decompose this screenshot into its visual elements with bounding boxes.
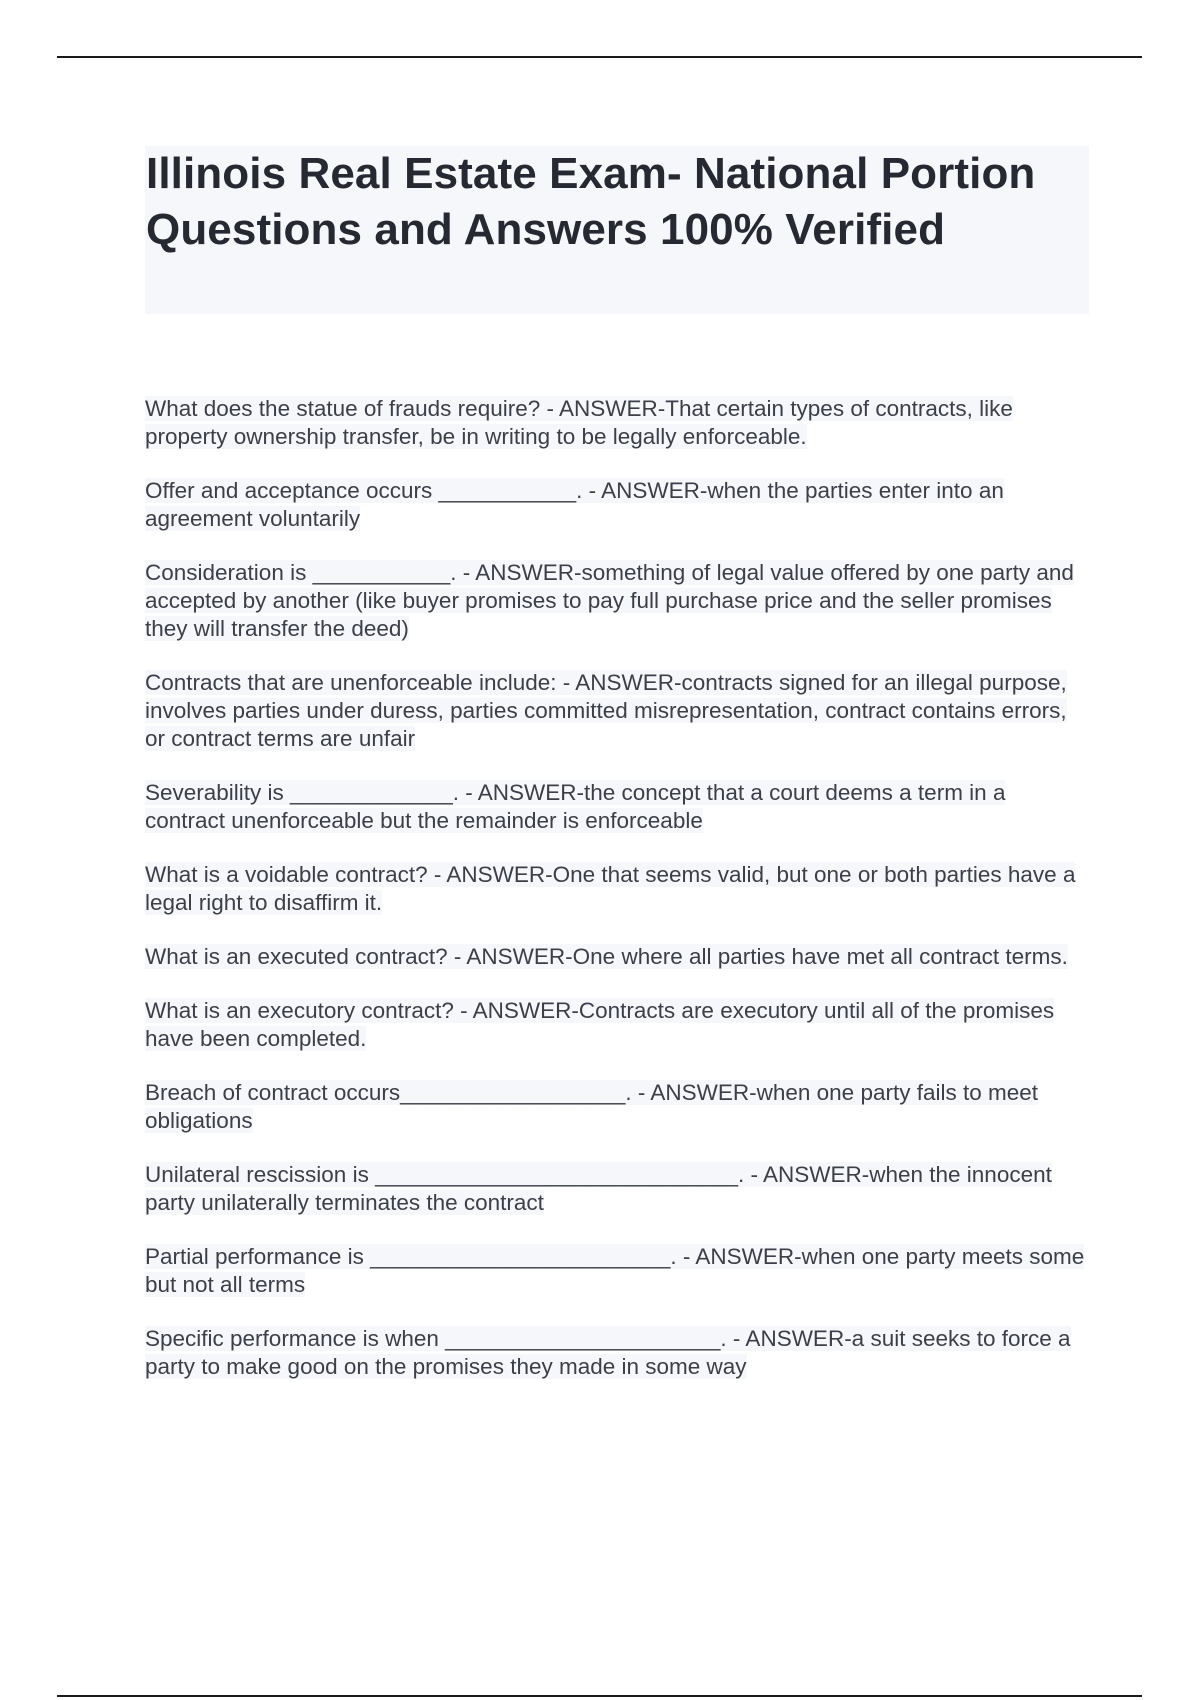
qa-item-9: Breach of contract occurs__________________. - ANSWER-when one party fails to meet obligations bbox=[145, 1080, 1039, 1133]
qa-item-11: Partial performance is ________________________. - ANSWER-when one party meets some but not all terms bbox=[145, 1244, 1085, 1297]
qa-item-7: What is an executed contract? - ANSWER-One where all parties have met all contract terms. bbox=[145, 944, 1068, 969]
qa-item-4: Contracts that are unenforceable include: - ANSWER-contracts signed for an illegal purpose, involves parties under duress, parties committed misrepresentation, contract contains errors, or contract terms are unfair bbox=[145, 670, 1067, 751]
qa-item-8: What is an executory contract? - ANSWER-Contracts are executory until all of the promises have been completed. bbox=[145, 998, 1055, 1051]
title-block bbox=[145, 146, 1089, 314]
qa-item-12: Specific performance is when ______________________. - ANSWER-a suit seeks to force a party to make good on the promises they made in some way bbox=[145, 1326, 1071, 1379]
qa-item-6: What is a voidable contract? - ANSWER-One that seems valid, but one or both parties have a legal right to disaffirm it. bbox=[145, 862, 1076, 915]
top-divider bbox=[57, 56, 1142, 58]
qa-list bbox=[145, 395, 1089, 1407]
qa-item-5: Severability is _____________. - ANSWER-the concept that a court deems a term in a contract unenforceable but the remainder is enforceable bbox=[145, 780, 1006, 833]
qa-item-2: Offer and acceptance occurs ___________. - ANSWER-when the parties enter into an agreement voluntarily bbox=[145, 478, 1004, 531]
qa-item-3: Consideration is ___________. - ANSWER-something of legal value offered by one party and accepted by another (like buyer promises to pay full purchase price and the seller promises they will transfer the deed) bbox=[145, 560, 1074, 641]
qa-item-1: What does the statue of frauds require? - ANSWER-That certain types of contracts, like property ownership transfer, be in writing to be legally enforceable. bbox=[145, 396, 1013, 449]
qa-item-10: Unilateral rescission is _____________________________. - ANSWER-when the innocent party unilaterally terminates the contract bbox=[145, 1162, 1052, 1215]
document-title: Illinois Real Estate Exam- National Portion Questions and Answers 100% Verified bbox=[146, 149, 1036, 254]
bottom-divider bbox=[57, 1695, 1142, 1697]
